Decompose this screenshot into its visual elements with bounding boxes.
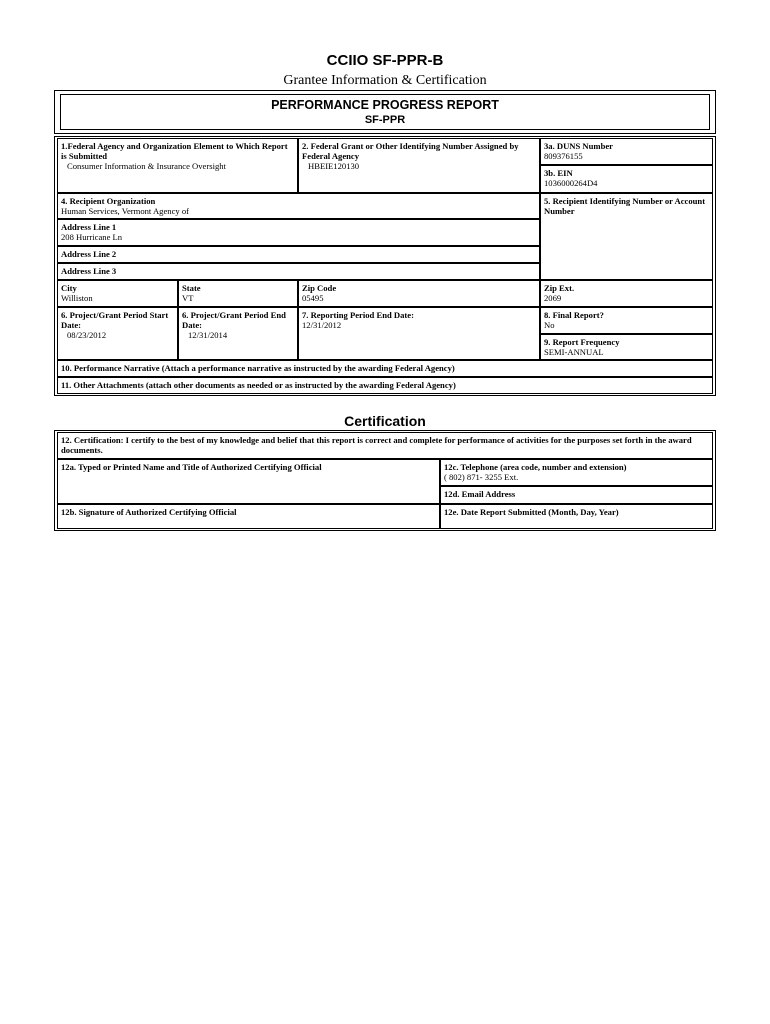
field-6-end-label: 6. Project/Grant Period End Date: xyxy=(182,310,286,330)
state-value[interactable]: VT xyxy=(182,293,194,303)
field-2-value[interactable]: HBEIE120130 xyxy=(308,161,360,171)
field-4-recipient-org xyxy=(57,193,540,219)
form-id: CCIIO SF-PPR-B xyxy=(326,52,444,69)
field-12e-label: 12e. Date Report Submitted (Month, Day, Year) xyxy=(444,507,619,517)
field-12c-telephone xyxy=(440,459,713,486)
state-label: State xyxy=(182,283,201,293)
field-5-label: 5. Recipient Identifying Number or Account Number xyxy=(544,196,706,216)
field-12d-label: 12d. Email Address xyxy=(444,489,516,499)
address-line-2 xyxy=(57,246,540,263)
field-12c-label: 12c. Telephone (area code, number and extension) xyxy=(444,462,627,472)
field-6-end-date xyxy=(178,307,298,360)
field-4-label: 4. Recipient Organization xyxy=(61,196,156,206)
address-line-1-label: Address Line 1 xyxy=(61,222,117,232)
field-7-value[interactable]: 12/31/2012 xyxy=(302,320,342,330)
field-3a-duns xyxy=(540,138,713,165)
field-12a-label: 12a. Typed or Printed Name and Title of Authorized Certifying Official xyxy=(61,462,322,472)
field-12b-signature[interactable] xyxy=(57,504,440,529)
field-12b-label: 12b. Signature of Authorized Certifying Official xyxy=(61,507,237,517)
zip-ext-value[interactable]: 2069 xyxy=(544,293,562,303)
field-zip-ext xyxy=(540,280,713,307)
field-2-grant-number xyxy=(298,138,540,193)
field-12-certification xyxy=(57,432,713,459)
field-3a-value[interactable]: 809376155 xyxy=(544,151,583,161)
field-12e-date-submitted[interactable] xyxy=(440,504,713,529)
field-2-label: 2. Federal Grant or Other Identifying Number Assigned by Federal Agency xyxy=(302,141,519,161)
field-7-label: 7. Reporting Period End Date: xyxy=(302,310,414,320)
report-title: PERFORMANCE PROGRESS REPORT xyxy=(271,98,499,112)
field-4-value[interactable]: Human Services, Vermont Agency of xyxy=(61,206,190,216)
field-12a-name-title[interactable] xyxy=(57,459,440,504)
field-3a-label: 3a. DUNS Number xyxy=(544,141,613,151)
field-10-narrative[interactable] xyxy=(57,360,713,377)
report-code: SF-PPR xyxy=(364,114,406,126)
field-1-label: 1.Federal Agency and Organization Element to Which Report is Submitted xyxy=(61,141,288,161)
field-9-report-frequency xyxy=(540,334,713,360)
field-zip xyxy=(298,280,540,307)
field-6-start-date xyxy=(57,307,178,360)
address-line-1 xyxy=(57,219,540,246)
field-9-value[interactable]: SEMI-ANNUAL xyxy=(544,347,604,357)
city-label: City xyxy=(61,283,77,293)
form-subtitle: Grantee Information & Certification xyxy=(283,73,487,88)
field-3b-label: 3b. EIN xyxy=(544,168,573,178)
field-city xyxy=(57,280,178,307)
field-3b-value[interactable]: 1036000264D4 xyxy=(544,178,598,188)
address-line-1-value[interactable]: 208 Hurricane Ln xyxy=(61,232,123,242)
zip-label: Zip Code xyxy=(302,283,337,293)
field-7-reporting-period xyxy=(298,307,540,360)
address-line-2-label: Address Line 2 xyxy=(61,249,117,259)
field-12-text: 12. Certification: I certify to the best of my knowledge and belief that this report is correct and complete for performance of activities for the purposes set forth in the award documents. xyxy=(61,435,692,455)
field-6-end-value[interactable]: 12/31/2014 xyxy=(188,330,228,340)
field-11-label: 11. Other Attachments (attach other documents as needed or as instructed by the awarding Federal Agency) xyxy=(61,380,456,390)
report-title-box xyxy=(60,94,710,130)
field-1-value[interactable]: Consumer Information & Insurance Oversight xyxy=(67,161,226,171)
field-12d-email[interactable] xyxy=(440,486,713,504)
field-8-value[interactable]: No xyxy=(544,320,555,330)
city-value[interactable]: Williston xyxy=(61,293,93,303)
field-10-label: 10. Performance Narrative (Attach a performance narrative as instructed by the awarding Federal Agency) xyxy=(61,363,455,373)
zip-value[interactable]: 05495 xyxy=(302,293,324,303)
field-state xyxy=(178,280,298,307)
field-3b-ein xyxy=(540,165,713,193)
address-line-3 xyxy=(57,263,540,280)
field-9-label: 9. Report Frequency xyxy=(544,337,620,347)
field-1-agency xyxy=(57,138,298,193)
field-6-start-value[interactable]: 08/23/2012 xyxy=(67,330,107,340)
address-line-3-label: Address Line 3 xyxy=(61,266,117,276)
field-5-recipient-id xyxy=(540,193,713,280)
field-11-attachments[interactable] xyxy=(57,377,713,394)
zip-ext-label: Zip Ext. xyxy=(544,283,575,293)
field-12c-value[interactable]: ( 802) 871- 3255 Ext. xyxy=(444,472,519,482)
field-8-final-report xyxy=(540,307,713,334)
field-8-label: 8. Final Report? xyxy=(544,310,604,320)
certification-heading: Certification xyxy=(344,413,426,429)
field-6-start-label: 6. Project/Grant Period Start Date: xyxy=(61,310,169,330)
